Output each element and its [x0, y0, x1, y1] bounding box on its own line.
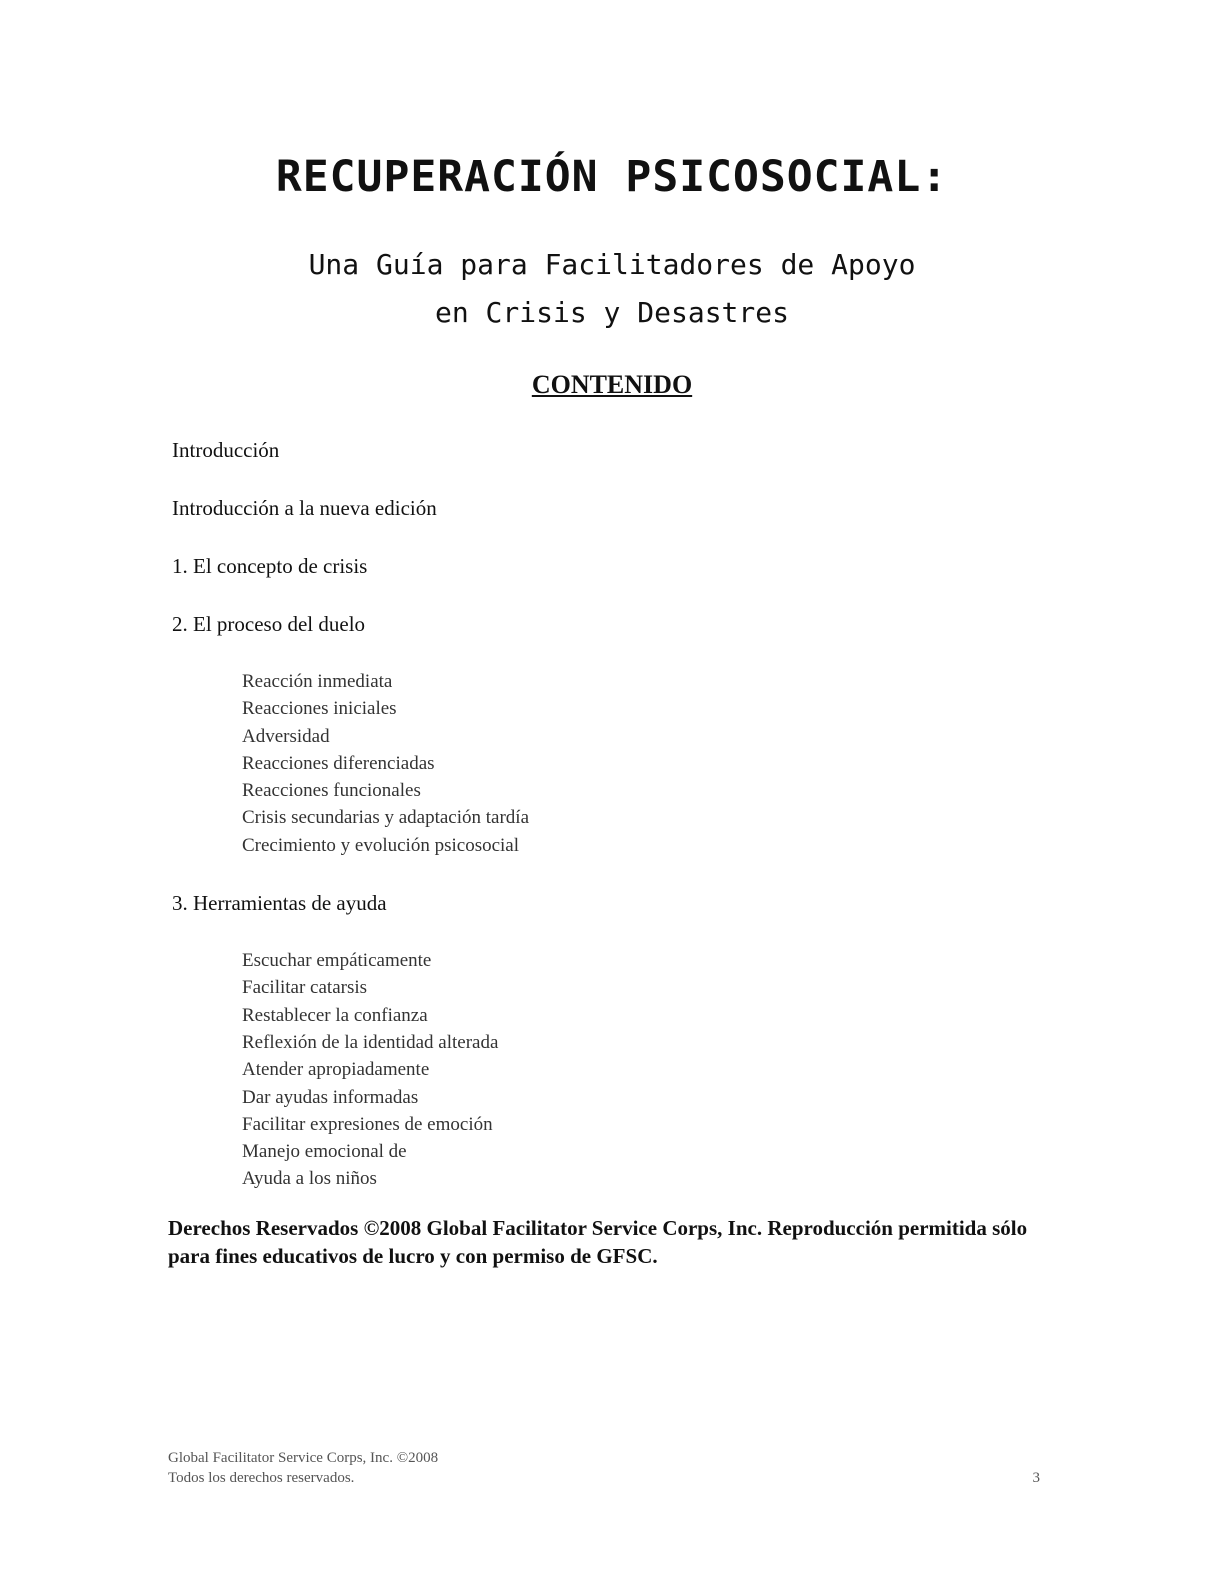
section-2-subitems: [242, 668, 1052, 859]
section-3-subitems: [242, 947, 1052, 1193]
subtitle-line-1: Una Guía para Facilitadores de Apoyo: [308, 248, 916, 281]
toc-subitem: Reacciones diferenciadas: [242, 752, 435, 774]
toc-subitem: Crisis secundarias y adaptación tardía: [242, 807, 530, 829]
contents-heading: CONTENIDO: [531, 370, 693, 399]
toc-subitem: Reacciones funcionales: [242, 780, 421, 802]
toc-subitem: Reacción inmediata: [242, 671, 393, 692]
toc-subitem: Escuchar empáticamente: [242, 950, 432, 972]
toc-entry-section-1: 1. El concepto de crisis: [172, 554, 368, 578]
table-of-contents: [172, 436, 1052, 1193]
page-number: 3: [1032, 1470, 1040, 1486]
toc-subitem: Adversidad: [242, 725, 330, 747]
toc-subitem: Ayuda a los niños: [242, 1168, 377, 1190]
page-title: RECUPERACIÓN PSICOSOCIAL:: [275, 152, 949, 202]
toc-entry-section-3: 3. Herramientas de ayuda: [172, 891, 387, 916]
toc-subitem: Facilitar expresiones de emoción: [242, 1113, 493, 1135]
toc-entry-intro-new-edition: Introducción a la nueva edición: [172, 496, 437, 520]
toc-subitem: Reacciones iniciales: [242, 698, 397, 720]
copyright-notice: Derechos Reservados ©2008 Global Facilitator Service Corps, Inc. Reproducción permitida sólo para fines educativos de lucro y con permiso de GFSC.: [168, 1216, 1028, 1268]
toc-entry-intro: Introducción: [172, 438, 280, 462]
toc-subitem: Reflexión de la identidad alterada: [242, 1031, 499, 1053]
toc-subitem: Restablecer la confianza: [242, 1004, 428, 1026]
footer-line-1: Global Facilitator Service Corps, Inc. ©2008: [168, 1450, 439, 1466]
toc-entry-section-2: 2. El proceso del duelo: [172, 612, 366, 636]
subtitle-line-2: en Crisis y Desastres: [434, 296, 789, 329]
page-footer: [168, 1448, 1040, 1488]
toc-subitem: Manejo emocional de: [242, 1141, 407, 1163]
toc-subitem: Atender apropiadamente: [242, 1059, 430, 1081]
toc-subitem: Dar ayudas informadas: [242, 1086, 419, 1108]
toc-subitem: Facilitar catarsis: [242, 977, 368, 999]
toc-subitem: Crecimiento y evolución psicosocial: [242, 834, 520, 856]
footer-line-2: Todos los derechos reservados.: [168, 1470, 355, 1486]
